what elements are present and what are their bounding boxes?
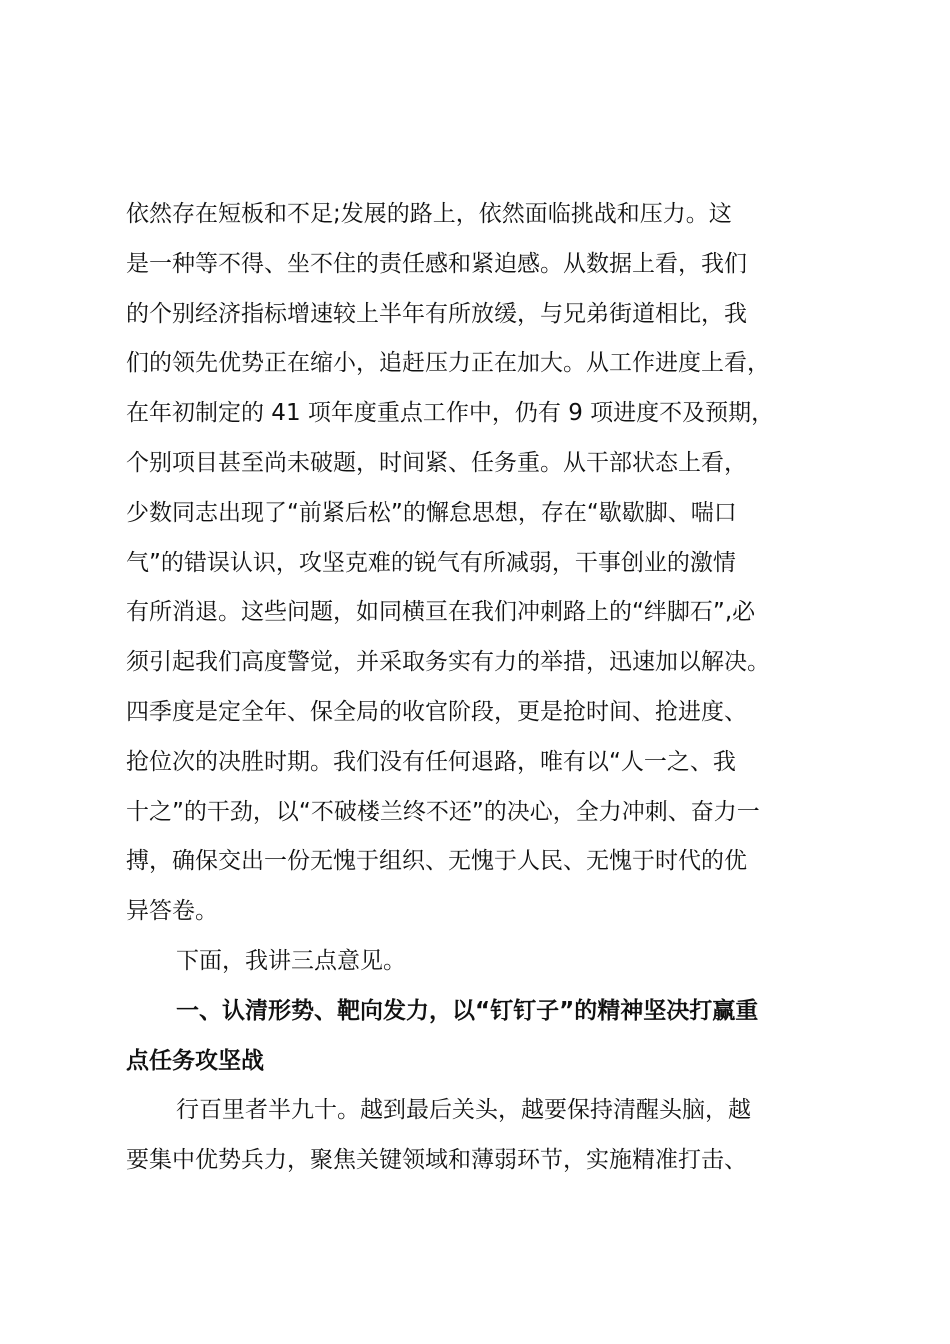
body-line: 抢位次的决胜时期。我们没有任何退路，唯有以“人一之、我 [126,748,736,775]
section-heading-continued: 点任务攻坚战 [126,1047,264,1074]
intro-line: 下面，我讲三点意见。 [176,947,406,974]
body-line: 四季度是定全年、保全局的收官阶段，更是抢时间、抢进度、 [126,698,747,725]
body-line: 行百里者半九十。越到最后关头，越要保持清醒头脑，越 [176,1097,751,1124]
body-line: 们的领先优势正在缩小，追赶压力正在加大。从工作进度上看， [126,350,770,377]
body-line: 气”的错误认识，攻坚克难的锐气有所减弱，干事创业的激情 [126,549,736,576]
section-heading: 一、认清形势、靶向发力，以“钉钉子”的精神坚决打赢重 [176,997,759,1024]
body-line: 异答卷。 [126,898,218,925]
body-line: 少数同志出现了“前紧后松”的懈怠思想，存在“歇歇脚、喘口 [126,499,737,526]
body-line: 有所消退。这些问题，如同横亘在我们冲刺路上的“绊脚石”,必 [126,599,756,626]
body-line: 个别项目甚至尚未破题，时间紧、任务重。从干部状态上看， [126,449,747,476]
body-line: 的个别经济指标增速较上半年有所放缓，与兄弟街道相比，我 [126,300,747,327]
body-line: 依然存在短板和不足;发展的路上，依然面临挑战和压力。这 [126,201,732,227]
body-line: 十之”的干劲，以“不破楼兰终不还”的决心，全力冲刺、奋力一 [126,798,760,825]
body-line: 须引起我们高度警觉，并采取务实有力的举措，迅速加以解决。 [126,649,770,676]
document-body [126,190,856,1186]
body-line: 搏，确保交出一份无愧于组织、无愧于人民、无愧于时代的优 [126,848,747,875]
body-line: 在年初制定的 41 项年度重点工作中，仍有 9 项进度不及预期， [126,400,775,427]
body-line: 要集中优势兵力，聚焦关键领域和薄弱环节，实施精准打击、 [126,1147,747,1174]
body-line: 是一种等不得、坐不住的责任感和紧迫感。从数据上看，我们 [126,250,747,277]
